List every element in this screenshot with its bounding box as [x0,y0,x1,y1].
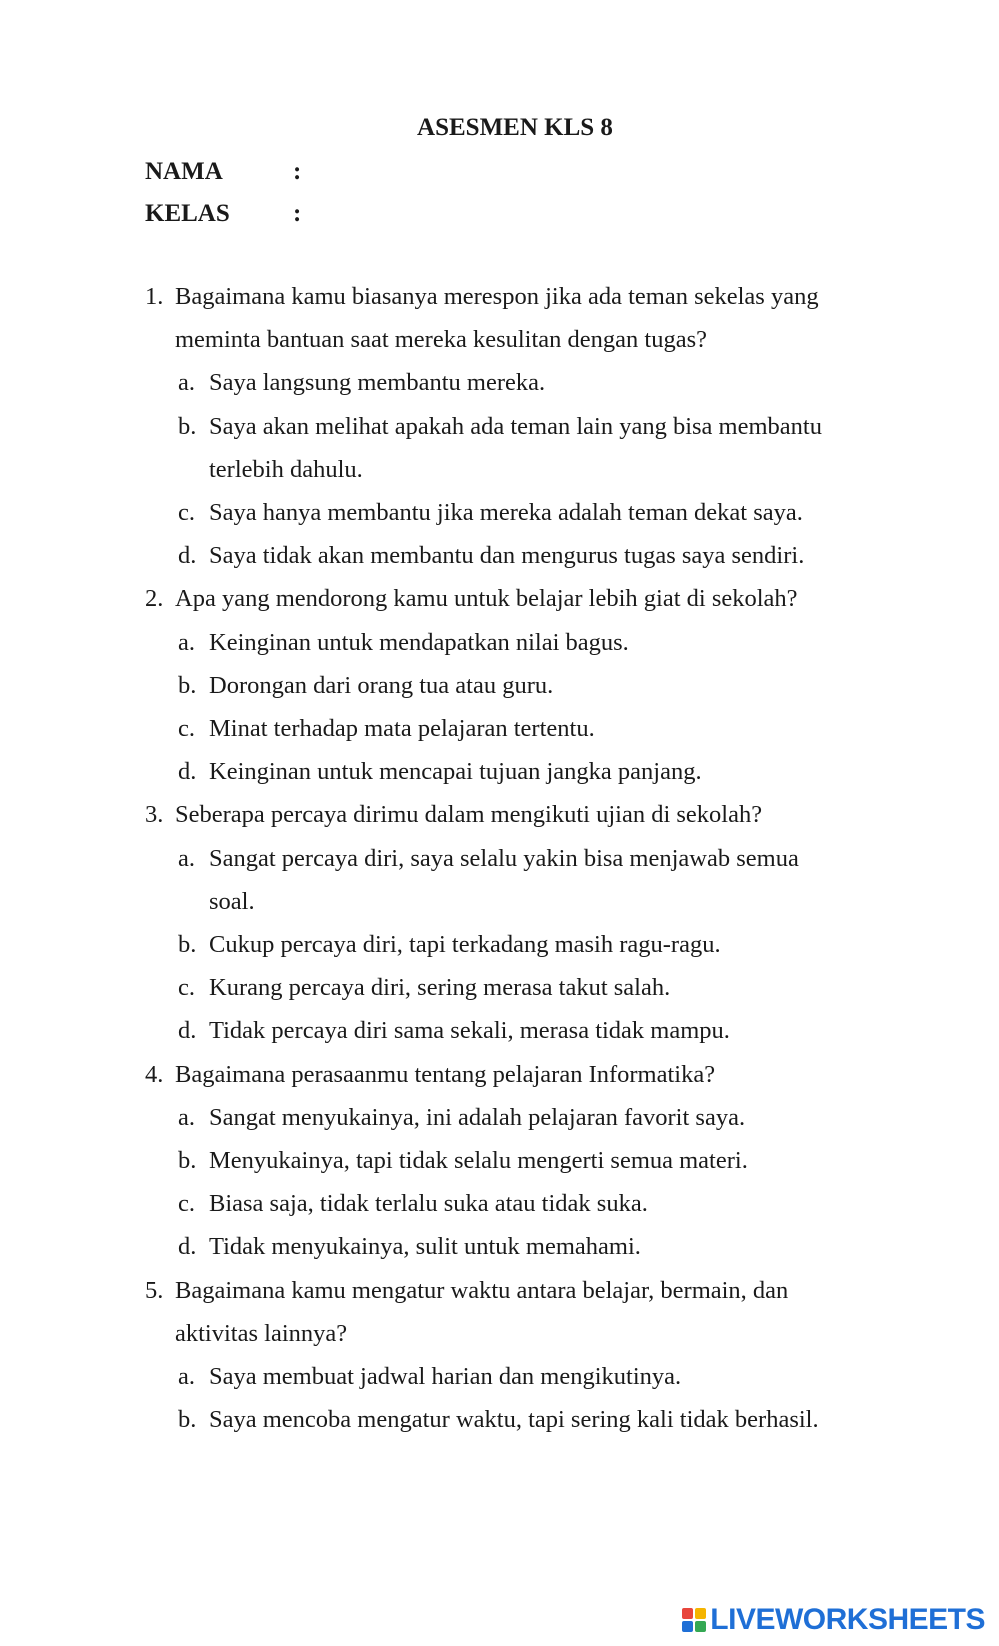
option-text: terlebih dahulu. [209,455,363,483]
option-text: Saya mencoba mengatur waktu, tapi sering kali tidak berhasil. [209,1406,819,1434]
class-label: KELAS [145,200,230,227]
page-title: ASESMEN KLS 8 [417,114,613,141]
question-number: 4. [145,1060,164,1088]
class-colon: : [293,200,302,227]
question-text: aktivitas lainnya? [175,1319,348,1347]
liveworksheets-logo [682,1602,985,1638]
question-text: Bagaimana kamu biasanya merespon jika ada teman sekelas yang [175,283,819,310]
logo-square-yellow [695,1608,706,1619]
option-text: Keinginan untuk mendapatkan nilai bagus. [209,628,629,656]
option-letter: a. [178,628,195,656]
option-text: Minat terhadap mata pelajaran tertentu. [209,715,595,742]
name-label: NAMA [145,158,223,185]
class-field [145,200,302,228]
logo-square-blue [682,1621,693,1632]
question-number: 1. [145,283,164,310]
question-number: 2. [145,585,164,613]
option-letter: b. [178,412,197,440]
name-field [145,158,302,186]
option-text: Biasa saja, tidak terlalu suka atau tidak suka. [209,1190,648,1218]
option-text: Saya akan melihat apakah ada teman lain yang bisa membantu [209,412,822,440]
brand-name: LIVEWORKSHEETS [710,1603,985,1636]
option-letter: c. [178,715,195,742]
option-text: Saya langsung membantu mereka. [209,369,546,397]
option-letter: b. [178,671,197,699]
option-text: Tidak percaya diri sama sekali, merasa tidak mampu. [209,1017,730,1045]
option-text: Cukup percaya diri, tapi terkadang masih ragu-ragu. [209,931,721,958]
option-letter: a. [178,369,195,397]
option-text: soal. [209,887,255,915]
option-text: Dorongan dari orang tua atau guru. [209,671,554,699]
option-letter: c. [178,974,195,1002]
option-letter: a. [178,1363,195,1390]
option-letter: c. [178,1190,195,1218]
name-colon: : [293,158,302,185]
option-text: Saya tidak akan membantu dan mengurus tugas saya sendiri. [209,542,805,570]
logo-grid-icon [682,1608,706,1632]
logo-square-red [682,1608,693,1619]
option-letter: b. [178,1147,197,1174]
question-number: 3. [145,801,164,829]
option-text: Saya membuat jadwal harian dan mengikutinya. [209,1363,682,1390]
question-text: meminta bantuan saat mereka kesulitan dengan tugas? [175,326,708,354]
option-text: Sangat menyukainya, ini adalah pelajaran favorit saya. [209,1103,746,1131]
question-text: Seberapa percaya dirimu dalam mengikuti ujian di sekolah? [175,801,763,829]
question-number: 5. [145,1276,164,1304]
option-text: Kurang percaya diri, sering merasa takut salah. [209,974,671,1002]
option-letter: b. [178,931,197,958]
option-text: Tidak menyukainya, sulit untuk memahami. [209,1233,641,1261]
option-text: Menyukainya, tapi tidak selalu mengerti semua materi. [209,1147,748,1174]
option-letter: d. [178,1017,197,1045]
question-text: Bagaimana perasaanmu tentang pelajaran Informatika? [175,1060,716,1088]
logo-square-green [695,1621,706,1632]
question-text: Bagaimana kamu mengatur waktu antara belajar, bermain, dan [175,1276,789,1304]
question-text: Apa yang mendorong kamu untuk belajar lebih giat di sekolah? [175,585,798,613]
option-text: Saya hanya membantu jika mereka adalah teman dekat saya. [209,499,803,526]
option-letter: d. [178,1233,197,1261]
option-text: Sangat percaya diri, saya selalu yakin bisa menjawab semua [209,844,799,872]
option-letter: d. [178,758,197,786]
option-letter: d. [178,542,197,570]
option-letter: a. [178,844,195,872]
option-letter: b. [178,1406,197,1434]
option-letter: a. [178,1103,195,1131]
option-text: Keinginan untuk mencapai tujuan jangka panjang. [209,758,702,786]
option-letter: c. [178,499,195,526]
